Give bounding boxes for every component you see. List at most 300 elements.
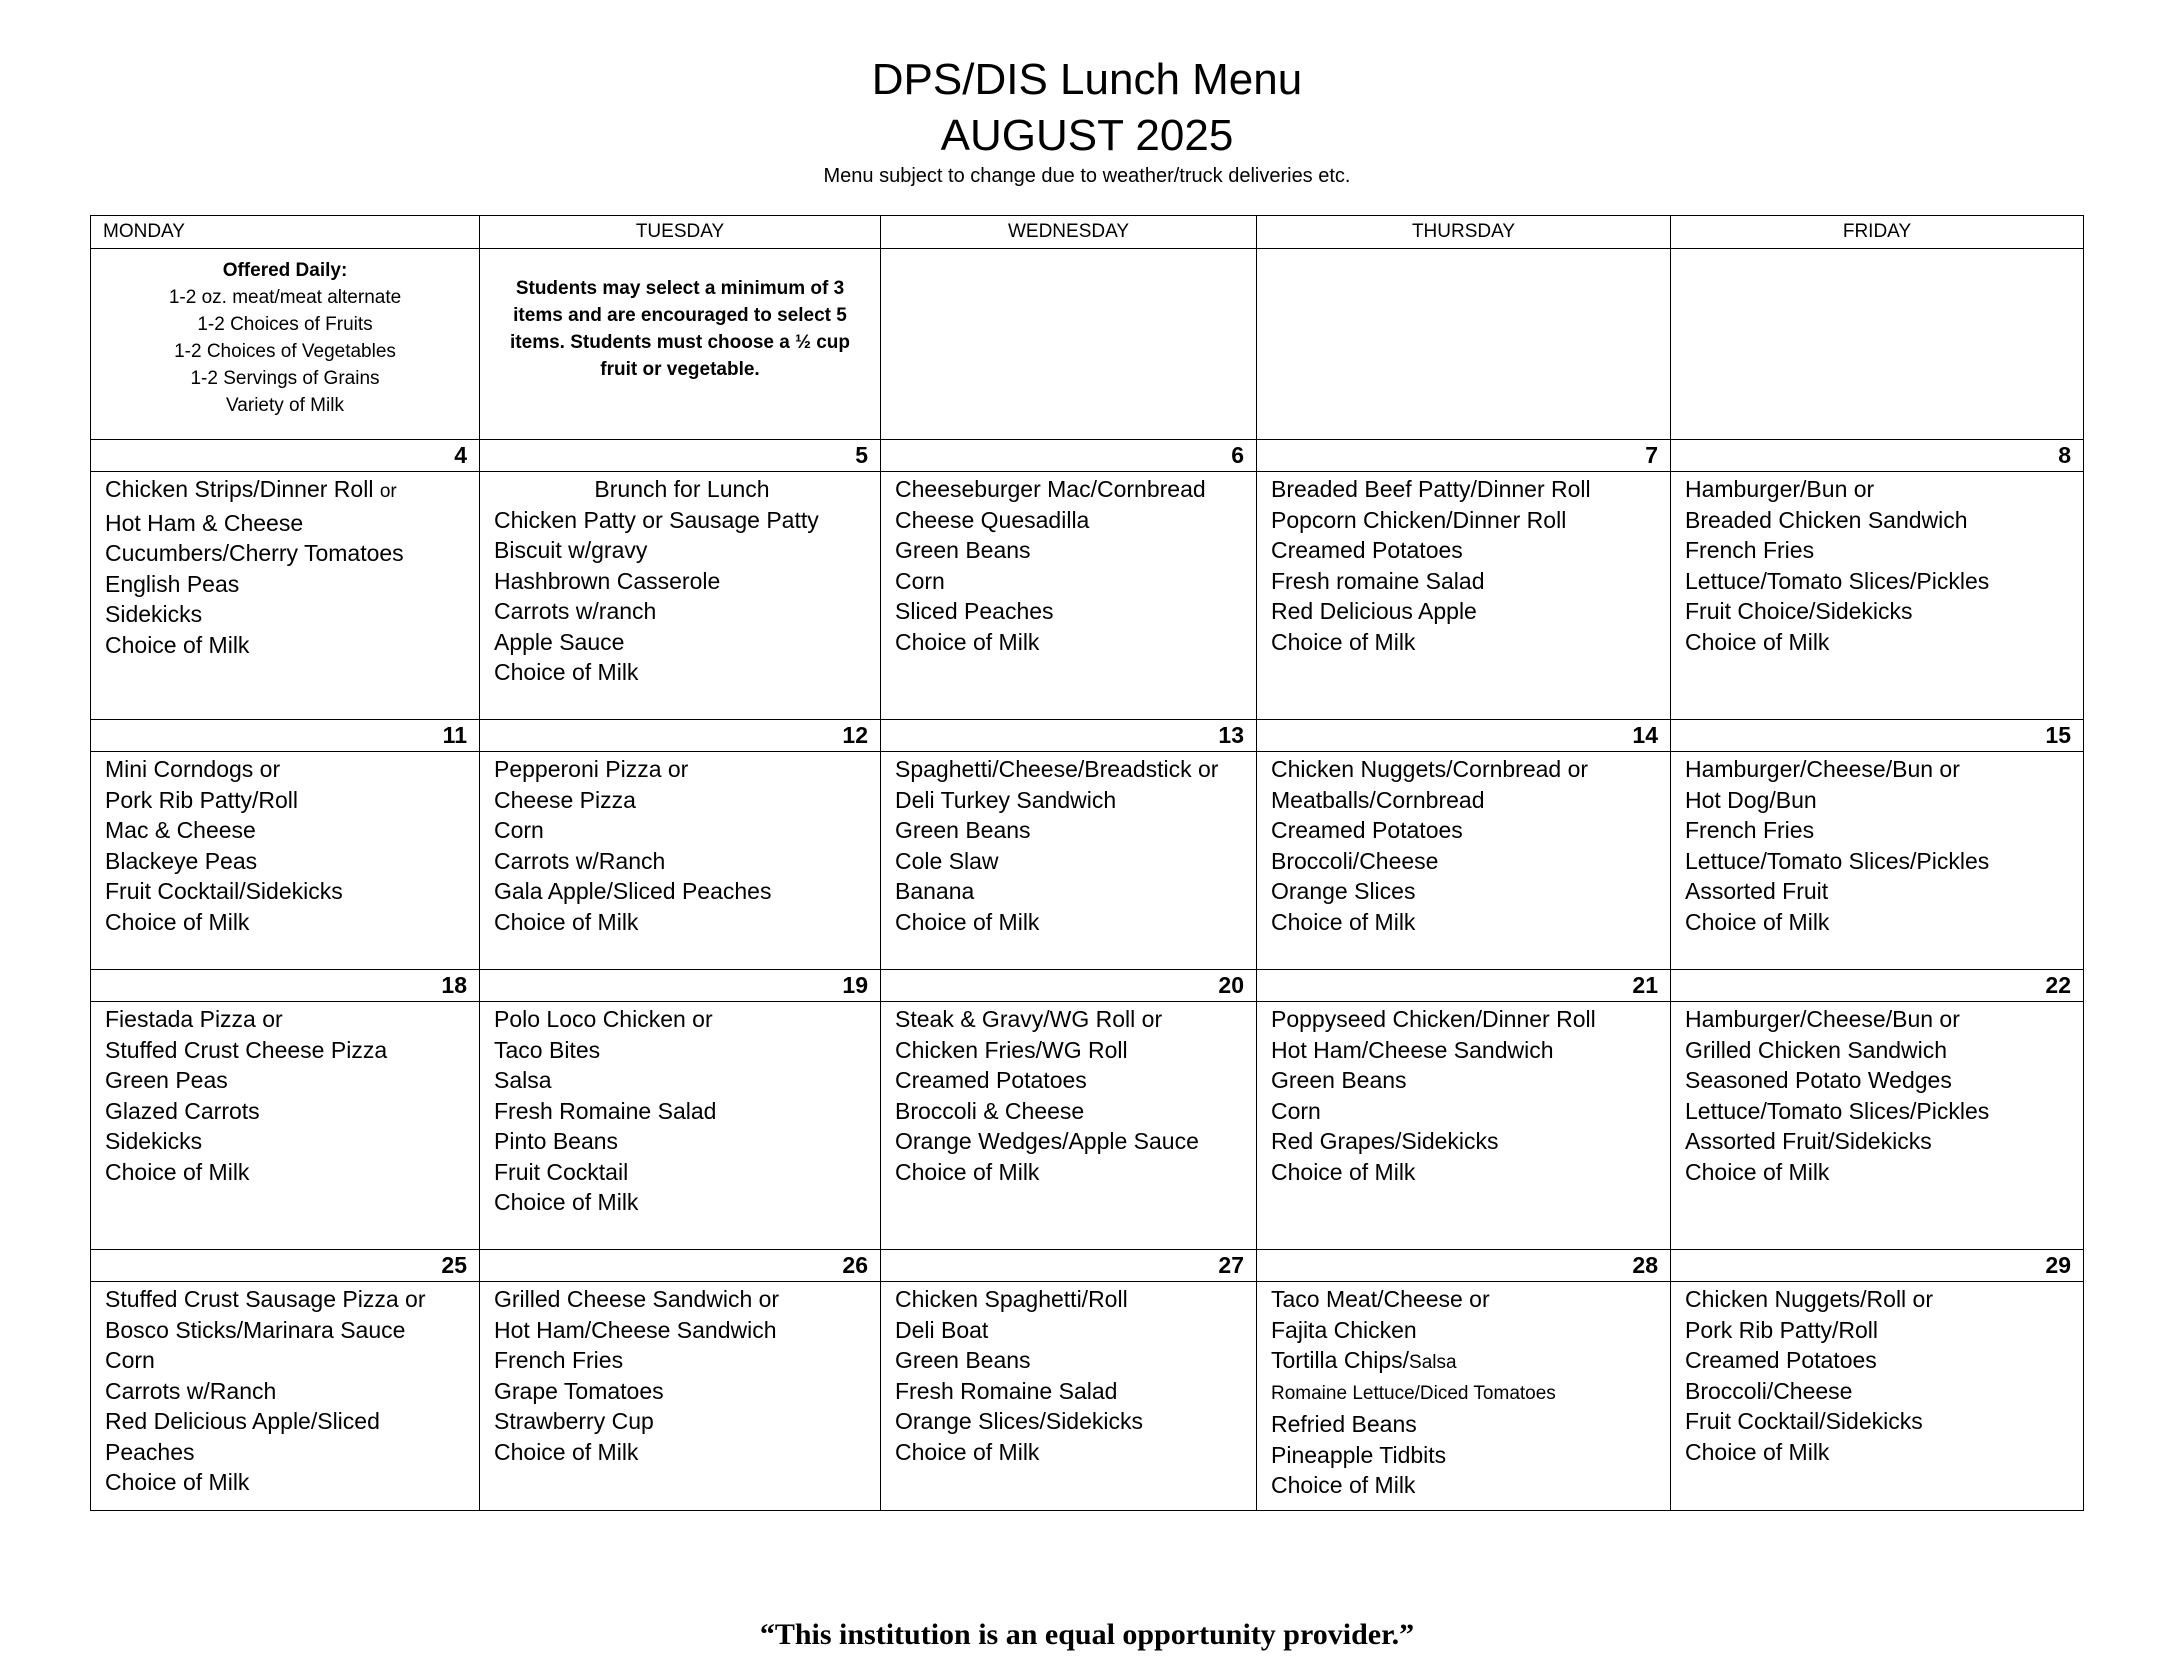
menu-item — [494, 1126, 870, 1157]
menu-cell — [1671, 472, 2084, 720]
menu-item — [494, 627, 870, 658]
offered-item: 1-2 oz. meat/meat alternate — [168, 287, 402, 308]
menu-item-text: Pinto Beans — [494, 1128, 619, 1154]
menu-item — [1685, 876, 2073, 907]
menu-item — [1685, 1126, 2073, 1157]
menu-item — [105, 1004, 469, 1035]
menu-item-text: Breaded Beef Patty/Dinner Roll — [1271, 476, 1591, 502]
date-number: 29 — [1671, 1250, 2084, 1282]
empty-cell — [881, 249, 1257, 440]
menu-item-text: Broccoli/Cheese — [1685, 1377, 1853, 1404]
menu-item — [1271, 1315, 1660, 1346]
menu-item-text: French Fries — [1685, 817, 1815, 843]
menu-item-text: Glazed Carrots — [105, 1097, 260, 1124]
menu-item — [895, 535, 1246, 566]
menu-item — [494, 1004, 870, 1035]
menu-item-text: Creamed Potatoes — [1685, 1347, 1877, 1373]
menu-item — [895, 474, 1246, 505]
menu-item-text: Corn — [494, 817, 544, 843]
menu-item — [1685, 1315, 2073, 1346]
menu-item-text: Biscuit w/gravy — [494, 537, 648, 563]
menu-item-text: Mini Corndogs or — [105, 756, 281, 782]
menu-item-text: Taco Meat/Cheese or — [1271, 1286, 1490, 1312]
menu-item — [105, 1157, 469, 1188]
menu-item-text: Grilled Cheese Sandwich or — [494, 1286, 780, 1312]
menu-item — [1685, 1065, 2073, 1096]
menu-item — [105, 1406, 469, 1437]
menu-cell — [91, 752, 480, 970]
empty-cell — [1257, 249, 1671, 440]
menu-row — [91, 1002, 2084, 1250]
menu-item — [1271, 1440, 1660, 1471]
menu-item-text: Apple Sauce — [494, 628, 625, 655]
menu-item — [105, 846, 469, 877]
menu-item — [105, 474, 469, 508]
menu-item-text: Cheeseburger Mac/Cornbread — [895, 476, 1206, 502]
menu-item — [1685, 1437, 2073, 1468]
menu-item-text: Broccoli/Cheese — [1271, 847, 1439, 874]
menu-item-text: Refried Beans — [1271, 1411, 1417, 1437]
menu-item — [1271, 1284, 1660, 1315]
menu-item — [494, 657, 870, 688]
menu-item-text: Lettuce/Tomato Slices/Pickles — [1685, 847, 1990, 874]
menu-item — [895, 1096, 1246, 1127]
date-number: 11 — [91, 720, 480, 752]
menu-item-text: Choice of Milk — [494, 1189, 639, 1215]
menu-item — [494, 907, 870, 938]
menu-item — [895, 627, 1246, 658]
menu-item-text: Poppyseed Chicken/Dinner Roll — [1271, 1006, 1596, 1032]
menu-item — [494, 815, 870, 846]
menu-item — [105, 1065, 469, 1096]
menu-item-text: Choice of Milk — [494, 908, 639, 935]
menu-item — [1271, 1157, 1660, 1188]
menu-item-text: Fruit Cocktail/Sidekicks — [105, 878, 343, 904]
menu-item — [895, 505, 1246, 536]
date-number: 8 — [1671, 440, 2084, 472]
menu-item — [895, 1004, 1246, 1035]
menu-item — [105, 1096, 469, 1127]
menu-item-text: Hamburger/Bun or — [1685, 476, 1875, 502]
menu-item — [895, 1376, 1246, 1407]
menu-item-text: Cucumbers/Cherry Tomatoes — [105, 540, 404, 566]
date-number: 21 — [1257, 970, 1671, 1002]
menu-item-text: Choice of Milk — [1685, 1158, 1830, 1185]
weekday-header: WEDNESDAY — [881, 216, 1257, 249]
date-number: 22 — [1671, 970, 2084, 1002]
menu-item — [1685, 907, 2073, 938]
menu-item-text: Choice of Milk — [895, 628, 1040, 655]
menu-item-text: Fresh Romaine Salad — [494, 1097, 717, 1124]
menu-item-text: Salsa — [494, 1067, 552, 1093]
menu-item-text: Creamed Potatoes — [1271, 537, 1463, 563]
menu-item — [1685, 815, 2073, 846]
menu-item — [1271, 1035, 1660, 1066]
menu-cell — [881, 752, 1257, 970]
menu-item — [105, 508, 469, 539]
info-row — [91, 249, 2084, 440]
menu-item — [1685, 474, 2073, 505]
menu-item — [105, 1315, 469, 1346]
menu-item-text: Green Beans — [895, 537, 1031, 563]
date-number: 20 — [881, 970, 1257, 1002]
menu-item-text: Chicken Nuggets/Roll or — [1685, 1286, 1934, 1312]
menu-item-text: Assorted Fruit/Sidekicks — [1685, 1128, 1932, 1154]
menu-item — [1271, 596, 1660, 627]
menu-item-text: Red Delicious Apple/Sliced — [105, 1408, 380, 1434]
menu-item — [105, 1437, 469, 1468]
menu-item-text: Red Grapes/Sidekicks — [1271, 1128, 1499, 1154]
menu-item-text: Creamed Potatoes — [1271, 817, 1463, 843]
date-number: 18 — [91, 970, 480, 1002]
menu-item — [895, 1126, 1246, 1157]
menu-item-text: Chicken Patty or Sausage Patty — [494, 506, 819, 533]
menu-item — [105, 1345, 469, 1376]
menu-item-text: Pork Rib Patty/Roll — [1685, 1316, 1879, 1343]
menu-item-text: Sidekicks — [105, 601, 203, 627]
menu-item — [105, 538, 469, 569]
menu-item-text: Bosco Sticks/Marinara Sauce — [105, 1316, 406, 1343]
menu-item-text: Cole Slaw — [895, 847, 999, 874]
menu-item-text: Steak & Gravy/WG Roll or — [895, 1006, 1163, 1032]
offered-item: 1-2 Servings of Grains — [190, 368, 380, 389]
date-number: 13 — [881, 720, 1257, 752]
date-row — [91, 1250, 2084, 1282]
menu-item-text: Taco Bites — [494, 1036, 601, 1063]
menu-item-text: Blackeye Peas — [105, 847, 258, 874]
menu-cell — [480, 472, 881, 720]
menu-item — [1685, 505, 2073, 536]
menu-item-salsa: Salsa — [1409, 1352, 1457, 1373]
menu-item — [105, 876, 469, 907]
menu-item — [895, 1157, 1246, 1188]
menu-row — [91, 472, 2084, 720]
menu-item-text: Hamburger/Cheese/Bun or — [1685, 1006, 1960, 1032]
menu-item — [105, 1376, 469, 1407]
menu-item-text: Grape Tomatoes — [494, 1377, 664, 1404]
menu-item-text: Pork Rib Patty/Roll — [105, 786, 299, 813]
date-number: 7 — [1257, 440, 1671, 472]
menu-item-text: Choice of Milk — [895, 1438, 1040, 1465]
menu-item-text: Chicken Nuggets/Cornbread or — [1271, 756, 1589, 782]
menu-item — [494, 1406, 870, 1437]
menu-item-text: Chicken Fries/WG Roll — [895, 1036, 1128, 1063]
menu-item — [895, 754, 1246, 785]
menu-item-text: Green Peas — [105, 1067, 228, 1093]
menu-item-or: or — [379, 481, 397, 502]
menu-item-text: Fajita Chicken — [1271, 1316, 1417, 1343]
menu-item — [1271, 1470, 1660, 1501]
menu-item — [494, 1187, 870, 1218]
menu-item — [494, 1376, 870, 1407]
menu-item-text: Green Beans — [895, 817, 1031, 843]
date-number: 12 — [480, 720, 881, 752]
menu-item-text: Choice of Milk — [895, 1158, 1040, 1185]
menu-item-text: Choice of Milk — [105, 631, 250, 658]
menu-item — [1271, 1126, 1660, 1157]
menu-item — [1271, 535, 1660, 566]
menu-item — [1271, 907, 1660, 938]
menu-item-text: Pineapple Tidbits — [1271, 1441, 1447, 1468]
menu-item-text: English Peas — [105, 570, 240, 597]
date-number: 25 — [91, 1250, 480, 1282]
menu-item-text: Carrots w/Ranch — [105, 1377, 277, 1404]
date-number: 19 — [480, 970, 881, 1002]
menu-item-text: Hot Ham/Cheese Sandwich — [1271, 1036, 1554, 1063]
menu-item — [1271, 1379, 1660, 1410]
menu-item-text: Choice of Milk — [1271, 908, 1416, 935]
menu-item-text: Choice of Milk — [1271, 1472, 1416, 1498]
menu-item-text: Choice of Milk — [1685, 1438, 1830, 1465]
menu-item-text: Lettuce/Tomato Slices/Pickles — [1685, 1097, 1990, 1124]
menu-item-text: Choice of Milk — [895, 908, 1040, 935]
menu-item — [895, 907, 1246, 938]
menu-item — [895, 596, 1246, 627]
menu-item-text: Orange Slices — [1271, 878, 1416, 904]
selection-rule: Students may select a minimum of 3 items and are encouraged to select 5 items. Students must choose a ½ cup fruit or vegetable. — [510, 278, 850, 380]
menu-item — [1271, 876, 1660, 907]
menu-cell — [1257, 752, 1671, 970]
menu-item — [1685, 1157, 2073, 1188]
menu-item-text: Hot Ham/Cheese Sandwich — [494, 1316, 777, 1343]
weekday-header: FRIDAY — [1671, 216, 2084, 249]
menu-item — [1685, 1096, 2073, 1127]
menu-item — [1271, 815, 1660, 846]
lunch-calendar — [90, 215, 2084, 1511]
menu-item-text: Hot Ham & Cheese — [105, 509, 304, 536]
menu-item — [1271, 1409, 1660, 1440]
menu-cell — [480, 1002, 881, 1250]
menu-item — [1271, 1345, 1660, 1379]
weekday-header: MONDAY — [91, 216, 480, 249]
menu-item — [494, 596, 870, 627]
menu-item — [895, 876, 1246, 907]
menu-cell — [1671, 1282, 2084, 1511]
menu-row — [91, 1282, 2084, 1511]
menu-cell — [1671, 752, 2084, 970]
menu-item-text: Lettuce/Tomato Slices/Pickles — [1685, 567, 1990, 594]
menu-item-text: Deli Boat — [895, 1316, 989, 1343]
offered-item: 1-2 Choices of Fruits — [197, 314, 373, 335]
menu-item — [494, 754, 870, 785]
menu-item — [1685, 596, 2073, 627]
menu-item — [1271, 505, 1660, 536]
menu-item-text: Mac & Cheese — [105, 817, 256, 843]
menu-item-text: Brunch for Lunch — [594, 476, 770, 502]
menu-item — [494, 1065, 870, 1096]
menu-item — [895, 1437, 1246, 1468]
weekday-header: THURSDAY — [1257, 216, 1671, 249]
menu-item-text: Fruit Cocktail/Sidekicks — [1685, 1408, 1923, 1434]
date-row — [91, 440, 2084, 472]
menu-item — [1271, 754, 1660, 785]
menu-row — [91, 752, 2084, 970]
menu-item — [105, 907, 469, 938]
menu-item — [494, 1315, 870, 1346]
offered-daily-cell — [91, 249, 480, 440]
menu-item — [895, 1284, 1246, 1315]
menu-item — [1271, 566, 1660, 597]
menu-cell — [91, 472, 480, 720]
menu-item — [105, 569, 469, 600]
menu-item-text: Strawberry Cup — [494, 1408, 654, 1434]
menu-item — [1271, 627, 1660, 658]
menu-item — [494, 1437, 870, 1468]
menu-item — [105, 599, 469, 630]
menu-item — [494, 535, 870, 566]
menu-item-text: Sidekicks — [105, 1128, 203, 1154]
menu-cell — [1257, 1282, 1671, 1511]
menu-item-text: Choice of Milk — [1271, 1158, 1416, 1185]
page-title: DPS/DIS Lunch Menu — [871, 55, 1303, 104]
date-row — [91, 970, 2084, 1002]
weekday-header: TUESDAY — [480, 216, 881, 249]
menu-item-text: Meatballs/Cornbread — [1271, 786, 1485, 813]
menu-item-text: Peaches — [105, 1438, 195, 1465]
menu-item-text: Cheese Pizza — [494, 786, 636, 813]
menu-month: AUGUST 2025 — [940, 111, 1234, 160]
menu-item-text: Corn — [1271, 1097, 1321, 1124]
date-number: 28 — [1257, 1250, 1671, 1282]
menu-item-text: Orange Slices/Sidekicks — [895, 1408, 1143, 1434]
date-number: 4 — [91, 440, 480, 472]
empty-cell — [1671, 249, 2084, 440]
menu-item-text: Choice of Milk — [1685, 908, 1830, 935]
menu-item-text: Stuffed Crust Cheese Pizza — [105, 1036, 388, 1063]
menu-item-text: Banana — [895, 878, 975, 904]
date-number: 27 — [881, 1250, 1257, 1282]
menu-item — [895, 1035, 1246, 1066]
menu-item-text: Fresh romaine Salad — [1271, 567, 1485, 594]
date-row — [91, 720, 2084, 752]
menu-item-text: Grilled Chicken Sandwich — [1685, 1036, 1948, 1063]
menu-item — [1685, 535, 2073, 566]
date-number: 5 — [480, 440, 881, 472]
menu-item-text: Choice of Milk — [1685, 628, 1830, 655]
menu-item — [105, 1467, 469, 1498]
menu-item-text: Creamed Potatoes — [895, 1067, 1087, 1093]
menu-item — [1271, 1065, 1660, 1096]
menu-item — [1271, 474, 1660, 505]
menu-item-text: Fiestada Pizza or — [105, 1006, 283, 1032]
menu-item-text: Chicken Spaghetti/Roll — [895, 1286, 1128, 1312]
menu-item-text: Stuffed Crust Sausage Pizza or — [105, 1286, 426, 1312]
selection-rule-cell — [480, 249, 881, 440]
menu-item-text: Red Delicious Apple — [1271, 598, 1477, 624]
menu-item — [1685, 846, 2073, 877]
menu-item — [1271, 1096, 1660, 1127]
menu-item-text: Choice of Milk — [1271, 628, 1416, 655]
menu-cell — [1671, 1002, 2084, 1250]
menu-item — [105, 630, 469, 661]
menu-item — [1685, 1345, 2073, 1376]
menu-item-text: Carrots w/ranch — [494, 598, 657, 624]
offered-item: Variety of Milk — [226, 395, 344, 416]
menu-item — [494, 846, 870, 877]
menu-item — [494, 505, 870, 536]
menu-item-text: Fruit Cocktail — [494, 1158, 629, 1185]
menu-cell — [1257, 472, 1671, 720]
menu-item — [494, 1096, 870, 1127]
menu-cell — [1257, 1002, 1671, 1250]
menu-item-text: Hamburger/Cheese/Bun or — [1685, 756, 1960, 782]
menu-item — [1685, 1004, 2073, 1035]
weekday-header-row — [91, 216, 2084, 249]
menu-item-text: Gala Apple/Sliced Peaches — [494, 878, 772, 904]
menu-item-text: Sliced Peaches — [895, 598, 1054, 624]
menu-item — [895, 1065, 1246, 1096]
menu-item-text: Carrots w/Ranch — [494, 847, 666, 874]
menu-item-text: French Fries — [1685, 537, 1815, 563]
menu-cell — [881, 1002, 1257, 1250]
menu-item-text: French Fries — [494, 1347, 624, 1373]
menu-item — [1685, 566, 2073, 597]
date-number: 15 — [1671, 720, 2084, 752]
menu-item — [895, 815, 1246, 846]
menu-item — [895, 1315, 1246, 1346]
menu-cell — [881, 1282, 1257, 1511]
menu-item — [1271, 1004, 1660, 1035]
menu-item-text: Hot Dog/Bun — [1685, 786, 1817, 813]
offered-item: 1-2 Choices of Vegetables — [174, 341, 396, 362]
menu-item-text: Choice of Milk — [105, 908, 250, 935]
menu-item — [895, 1345, 1246, 1376]
menu-item — [105, 1126, 469, 1157]
menu-item-text: Choice of Milk — [494, 659, 639, 685]
menu-item-text: Polo Loco Chicken or — [494, 1006, 713, 1032]
equal-opportunity-statement: “This institution is an equal opportunity provider.” — [759, 1618, 1415, 1651]
menu-item — [1685, 627, 2073, 658]
menu-cell — [881, 472, 1257, 720]
menu-item — [1685, 754, 2073, 785]
menu-item — [895, 566, 1246, 597]
menu-item-text: Assorted Fruit — [1685, 878, 1829, 904]
menu-item-text: Seasoned Potato Wedges — [1685, 1067, 1952, 1093]
menu-item-text: Choice of Milk — [105, 1158, 250, 1185]
menu-item-text: Hashbrown Casserole — [494, 567, 721, 594]
menu-item — [1685, 1035, 2073, 1066]
menu-item — [105, 1284, 469, 1315]
menu-item-text: Corn — [105, 1347, 155, 1373]
menu-item-text: Cheese Quesadilla — [895, 506, 1090, 533]
menu-item — [105, 754, 469, 785]
menu-item-text: Tortilla Chips/ — [1271, 1347, 1410, 1373]
menu-item-text: Breaded Chicken Sandwich — [1685, 506, 1968, 533]
menu-item-text: Green Beans — [895, 1347, 1031, 1373]
menu-cell — [480, 1282, 881, 1511]
offered-daily-heading: Offered Daily: — [222, 260, 348, 281]
menu-item-text: Popcorn Chicken/Dinner Roll — [1271, 506, 1567, 533]
date-number: 14 — [1257, 720, 1671, 752]
menu-cell — [480, 752, 881, 970]
menu-disclaimer: Menu subject to change due to weather/truck deliveries etc. — [823, 165, 1351, 187]
menu-item-text: Spaghetti/Cheese/Breadstick or — [895, 756, 1219, 782]
menu-cell — [91, 1282, 480, 1511]
menu-item — [1685, 1406, 2073, 1437]
menu-item — [105, 785, 469, 816]
menu-item — [1685, 1376, 2073, 1407]
menu-item — [494, 474, 870, 505]
menu-item — [494, 1284, 870, 1315]
menu-item — [105, 815, 469, 846]
menu-item — [1271, 785, 1660, 816]
menu-item — [895, 785, 1246, 816]
menu-item-text: Fruit Choice/Sidekicks — [1685, 598, 1913, 624]
menu-item-text: Broccoli & Cheese — [895, 1097, 1085, 1124]
menu-item — [494, 1035, 870, 1066]
menu-item-text: Choice of Milk — [494, 1438, 639, 1465]
menu-item — [494, 1157, 870, 1188]
